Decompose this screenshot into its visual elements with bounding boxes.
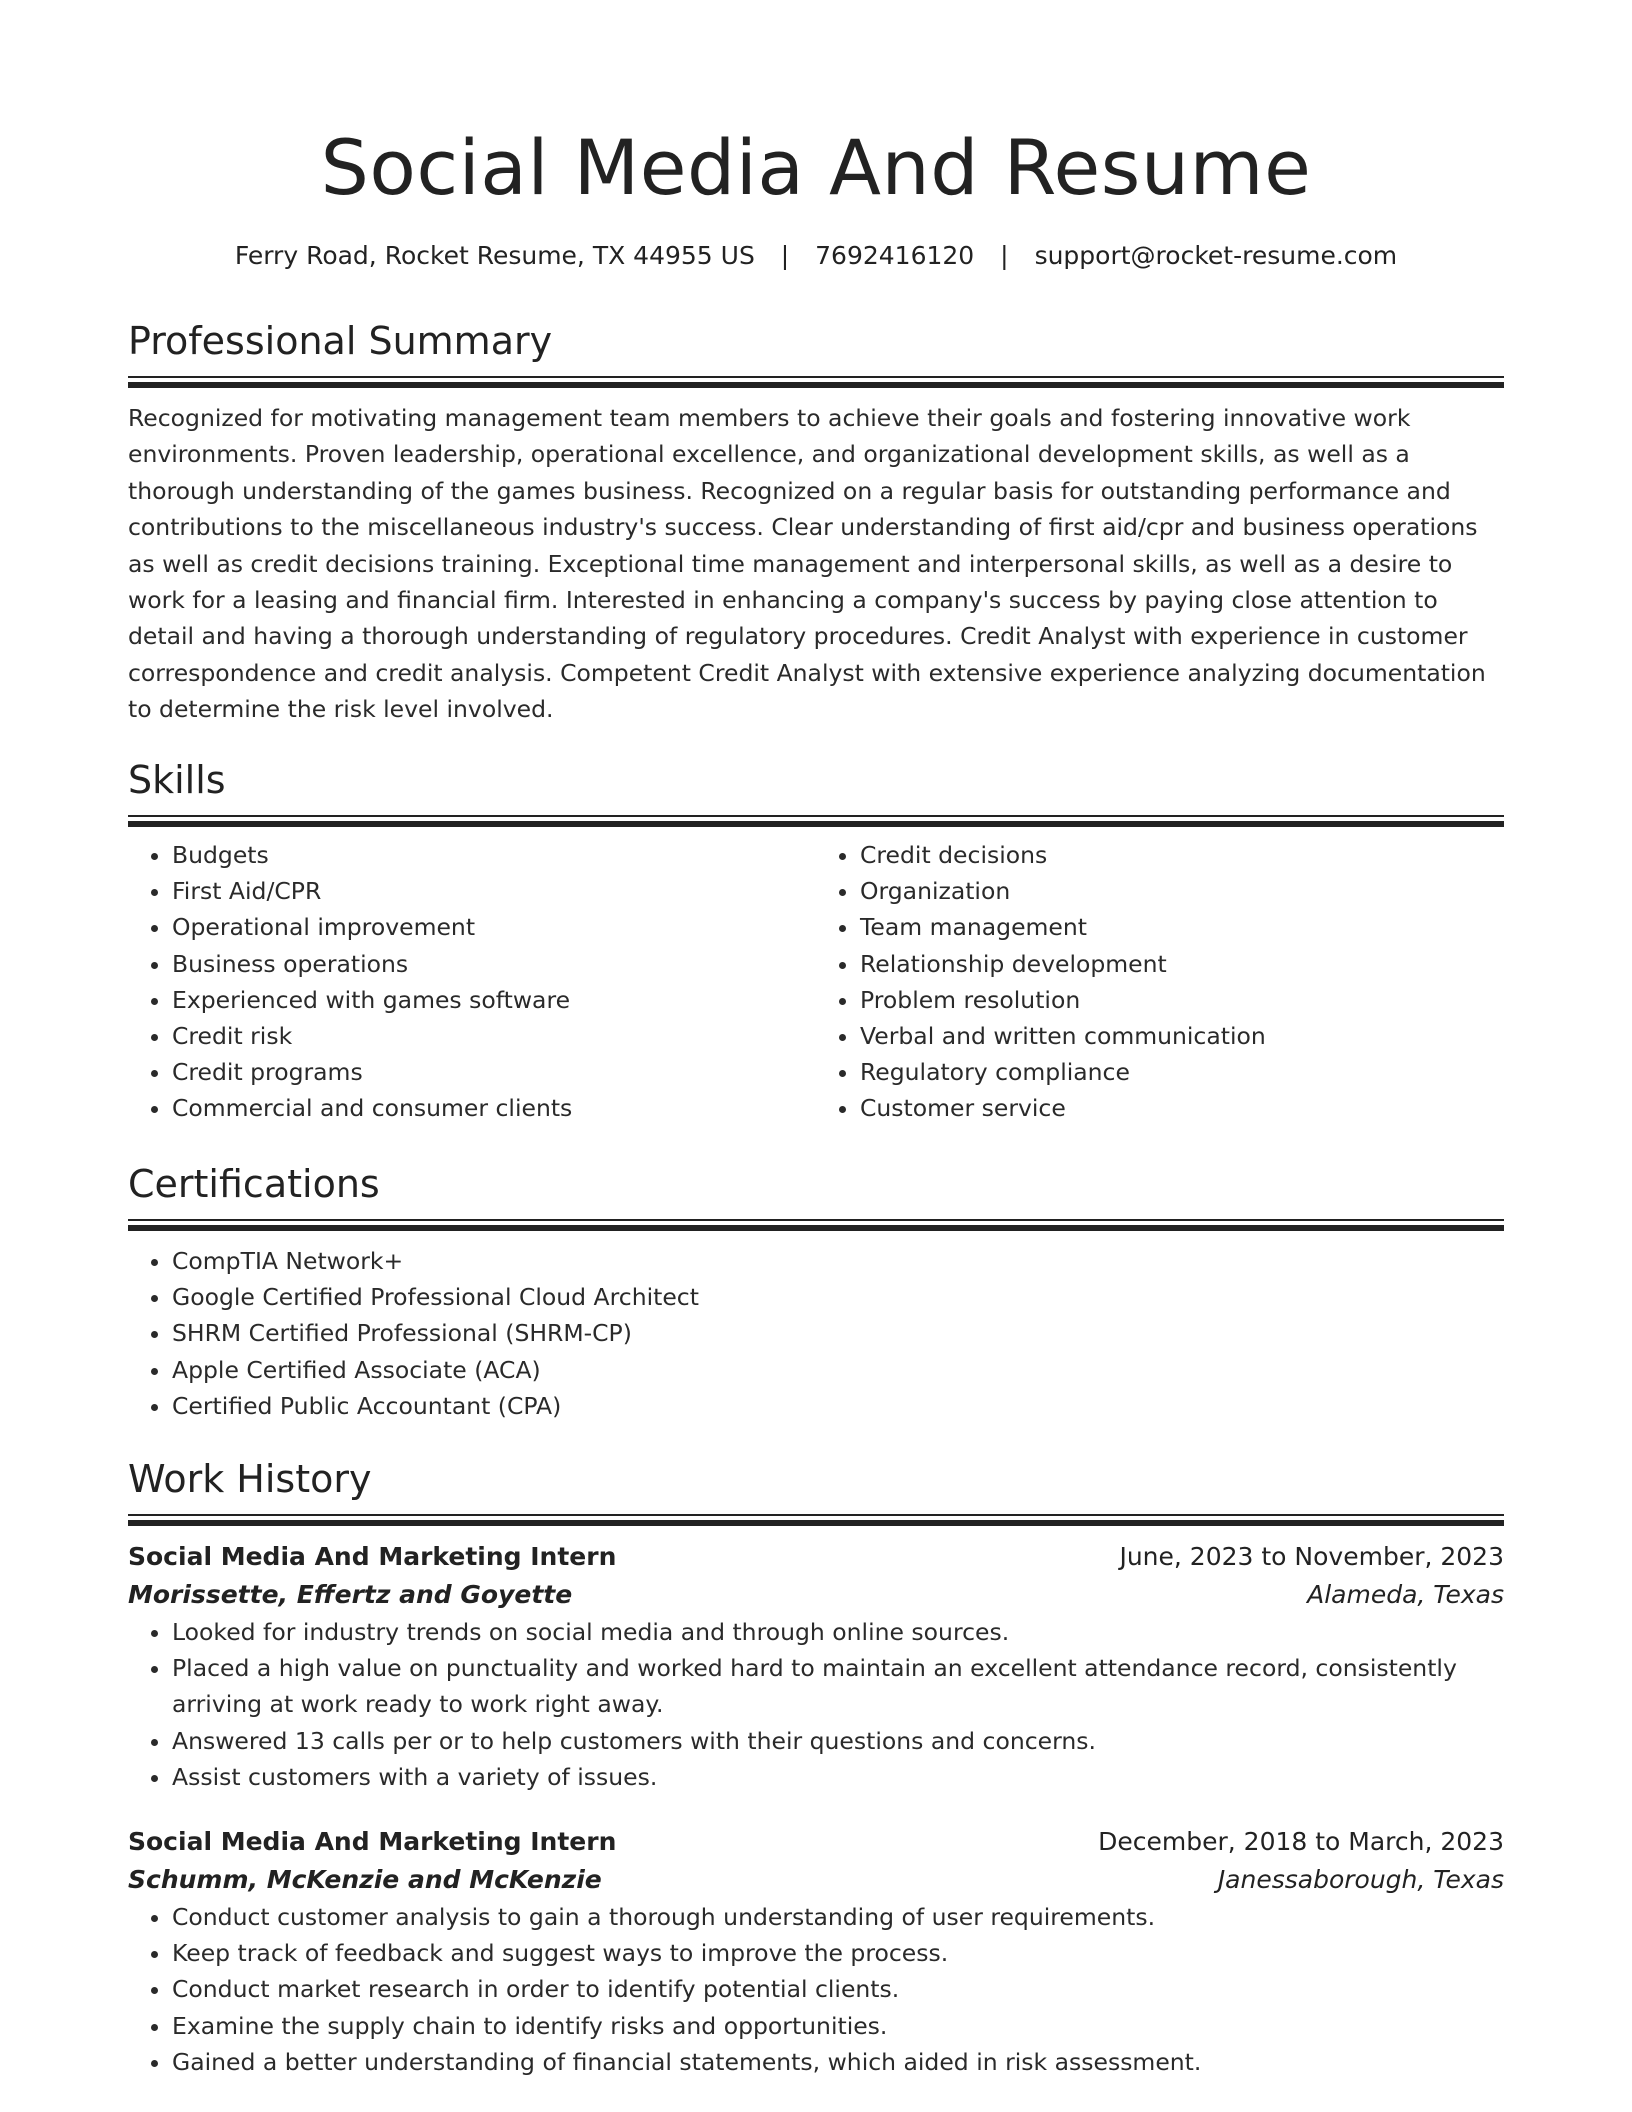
skill-item: • Credit decisions <box>860 837 1504 873</box>
job-header <box>128 1538 1504 1576</box>
certification-item: • SHRM Certified Professional (SHRM-CP) <box>172 1315 1504 1351</box>
skills-section <box>128 755 1504 1127</box>
job-subheader <box>128 1576 1504 1614</box>
summary-text: Recognized for motivating management team members to achieve their goals and fostering innovative work environments. Proven leadership, operational excellence, and organizational development skills, as well as a thorough understanding of the games business. Recognized on a regular basis for outstanding performance and contributions to the miscellaneous industry's success. Clear understanding of first aid/cpr and business operations as well as credit decisions training. Exceptional time management and interpersonal skills, as well as a desire to work for a leasing and financial firm. Interested in enhancing a company's success by paying close attention to detail and having a thorough understanding of regulatory procedures. Credit Analyst with experience in customer correspondence and credit analysis. Competent Credit Analyst with extensive experience analyzing documentation to determine the risk level involved. <box>128 404 1486 724</box>
summary-section <box>128 316 1504 728</box>
job-location: Janessaborough, Texas <box>1217 1865 1504 1895</box>
job-bullets <box>128 1614 1504 1795</box>
section-divider <box>128 376 1504 388</box>
section-heading-skills: Skills <box>128 758 226 802</box>
job-bullets <box>128 1899 1504 2080</box>
skill-item: • Team management <box>860 909 1504 945</box>
skill-item: • Experienced with games software <box>172 982 816 1018</box>
job-entry <box>128 1823 1504 2080</box>
skills-grid <box>128 837 1504 1127</box>
skills-column-right <box>816 837 1504 1127</box>
section-heading-certifications: Certifications <box>128 1162 380 1206</box>
skill-item: • Regulatory compliance <box>860 1054 1504 1090</box>
section-divider <box>128 815 1504 827</box>
job-bullet: • Answered 13 calls per or to help customers with their questions and concerns. <box>172 1723 1504 1759</box>
contact-separator: | <box>780 241 790 270</box>
job-title: Social Media And Marketing Intern <box>128 1542 617 1571</box>
job-bullet: • Gained a better understanding of financial statements, which aided in risk assessment. <box>172 2044 1504 2080</box>
email: support@rocket-resume.com <box>1034 241 1398 270</box>
skill-item: • Problem resolution <box>860 982 1504 1018</box>
address: Ferry Road, Rocket Resume, TX 44955 US <box>234 241 755 270</box>
skill-item: • Operational improvement <box>172 909 816 945</box>
skill-item: • Verbal and written communication <box>860 1018 1504 1054</box>
certification-item: • CompTIA Network+ <box>172 1243 1504 1279</box>
skills-column-left <box>128 837 816 1127</box>
contact-line <box>128 236 1504 276</box>
certifications-section <box>128 1159 1504 1424</box>
section-divider <box>128 1514 1504 1526</box>
skill-item: • Customer service <box>860 1090 1504 1126</box>
section-heading-work-history: Work History <box>128 1457 372 1501</box>
contact-separator: | <box>1000 241 1009 270</box>
certification-item: • Apple Certified Associate (ACA) <box>172 1352 1504 1388</box>
job-bullet: • Conduct market research in order to identify potential clients. <box>172 1971 1504 2007</box>
skill-item: • First Aid/CPR <box>172 873 816 909</box>
certification-item: • Google Certified Professional Cloud Architect <box>172 1279 1504 1315</box>
phone: 7692416120 <box>815 241 975 270</box>
section-heading-summary: Professional Summary <box>128 319 553 363</box>
job-bullet: • Examine the supply chain to identify risks and opportunities. <box>172 2008 1504 2044</box>
skill-item: • Business operations <box>172 946 816 982</box>
section-divider <box>128 1219 1504 1231</box>
job-location: Alameda, Texas <box>1307 1580 1504 1609</box>
certifications-list <box>128 1243 1504 1424</box>
skill-item: • Commercial and consumer clients <box>172 1090 816 1126</box>
job-bullet: • Placed a high value on punctuality and worked hard to maintain an excellent attendance record, consistently arriving at work ready to work right away. <box>172 1650 1504 1722</box>
job-dates: June, 2023 to November, 2023 <box>1119 1542 1504 1571</box>
job-subheader <box>128 1861 1504 1899</box>
job-bullet: • Assist customers with a variety of issues. <box>172 1759 1504 1795</box>
job-dates: December, 2018 to March, 2023 <box>1098 1827 1504 1857</box>
job-header <box>128 1823 1504 1861</box>
job-title: Social Media And Marketing Intern <box>128 1827 617 1857</box>
job-bullet: • Keep track of feedback and suggest ways to improve the process. <box>172 1935 1504 1971</box>
skill-item: • Credit risk <box>172 1018 816 1054</box>
certification-item: • Certified Public Accountant (CPA) <box>172 1388 1504 1424</box>
job-entry <box>128 1538 1504 1795</box>
skill-item: • Credit programs <box>172 1054 816 1090</box>
skill-item: • Budgets <box>172 837 816 873</box>
candidate-name: Social Media And Resume <box>320 123 1312 212</box>
skill-item: • Organization <box>860 873 1504 909</box>
work-history-section <box>128 1454 1504 2080</box>
job-company: Morissette, Effertz and Goyette <box>128 1580 573 1609</box>
job-bullet: • Looked for industry trends on social media and through online sources. <box>172 1614 1504 1650</box>
job-bullet: • Conduct customer analysis to gain a thorough understanding of user requirements. <box>172 1899 1504 1935</box>
skill-item: • Relationship development <box>860 946 1504 982</box>
job-company: Schumm, McKenzie and McKenzie <box>128 1865 602 1895</box>
